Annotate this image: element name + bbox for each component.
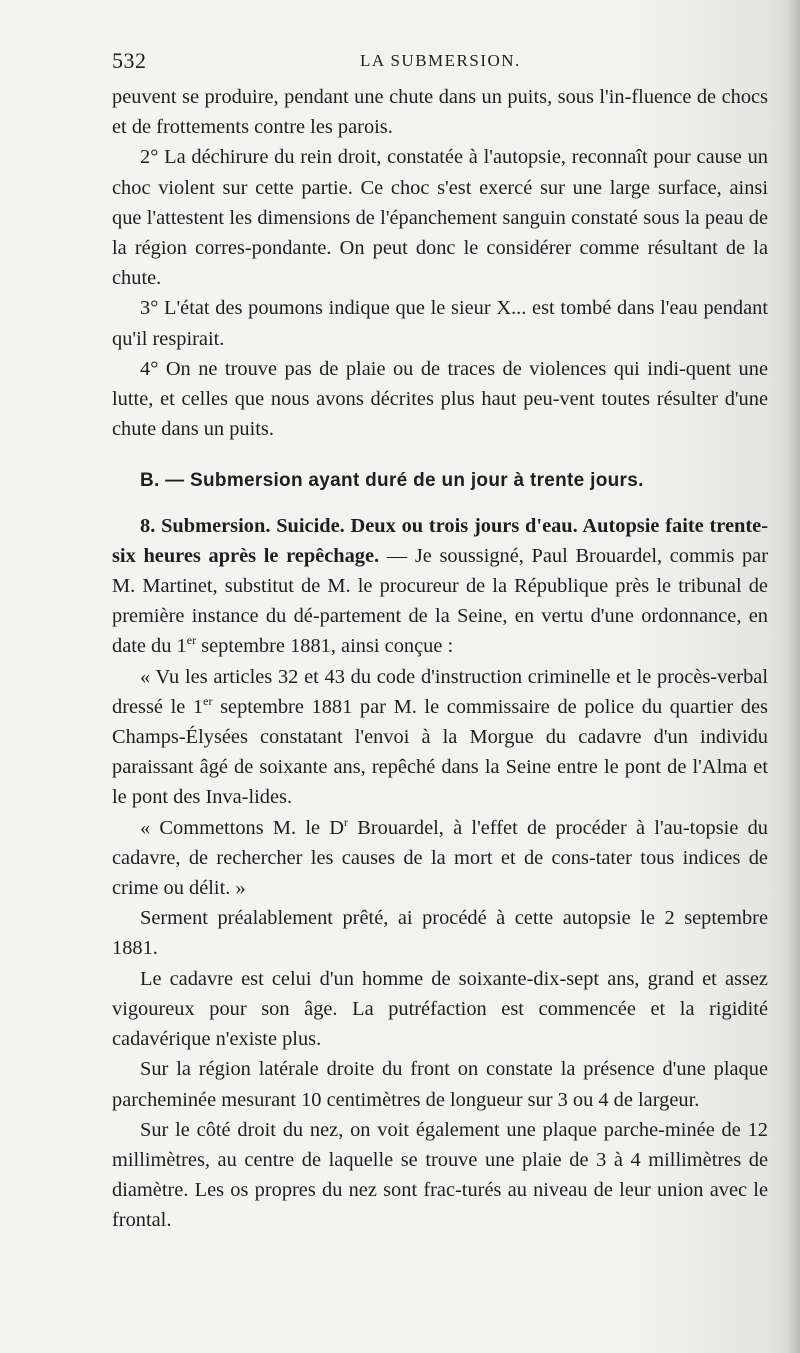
section-heading: B. — Submersion ayant duré de un jour à trente jours. bbox=[140, 470, 644, 492]
superscript: r bbox=[344, 814, 349, 829]
case-intro bbox=[112, 511, 768, 662]
quote-paragraph bbox=[112, 813, 768, 904]
paragraph: 4° On ne trouve pas de plaie ou de traces de violences qui indi-quent une lutte, et celles que nous avons décrites plus haut peu-vent toutes résulter d'une chute dans un puits. bbox=[112, 357, 768, 441]
page-edge-shadow bbox=[786, 0, 800, 1353]
paragraph: Sur la région latérale droite du front on constate la présence d'une plaque parcheminée mesurant 10 centimètres de longueur sur 3 ou 4 de largeur. bbox=[112, 1058, 768, 1111]
case-intro-text: — Je soussigné, Paul Brouardel, commis par M. Martinet, substitut de M. le procureur de la République près le tribunal de première instance du dé-partement de la Seine, en vertu d'une ordonnance, en date du 1 bbox=[112, 544, 768, 658]
case-number: 8. bbox=[140, 514, 156, 537]
superscript: er bbox=[186, 633, 197, 648]
quote-text: septembre 1881 par M. le commissaire de police du quartier des Champs-Élysées constatant l'envoi à la Morgue du cadavre d'un individu paraissant âgé de soixante ans, repêché dans la Seine entre le pont de l'Alma et le pont des Inva-lides. bbox=[112, 695, 768, 809]
quote-text: « Commettons M. le D bbox=[140, 816, 345, 839]
paragraph: 2° La déchirure du rein droit, constatée à l'autopsie, reconnaît pour cause un choc violent sur cette partie. Ce choc s'est exercé sur une large surface, ainsi que l'attestent les dimensions de l'épanchement sanguin constaté sous la peau de la région corres-pondante. On peut donc le considérer comme résultant de la chute. bbox=[112, 146, 768, 290]
case-intro-text: septembre 1881, ainsi conçue : bbox=[196, 635, 454, 658]
paragraph: Sur le côté droit du nez, on voit également une plaque parche-minée de 12 millimètres, au centre de laquelle se trouve une plaie de 3 à 4 millimètres de diamètre. Les os propres du nez sont frac-turés au niveau de leur union avec le frontal. bbox=[112, 1118, 768, 1232]
paragraph: Le cadavre est celui d'un homme de soixante-dix-sept ans, grand et assez vigoureux pour son âge. La putréfaction est commencée et la rigidité cadavérique n'existe plus. bbox=[112, 967, 768, 1051]
case-title: Submersion. Suicide. Deux ou trois jours d'eau. Autopsie faite trente-six heures après le repêchage. bbox=[112, 514, 768, 567]
paragraph: peuvent se produire, pendant une chute dans un puits, sous l'in-fluence de chocs et de frottements contre les parois. bbox=[112, 86, 768, 139]
body-text bbox=[112, 82, 768, 1236]
superscript: er bbox=[203, 694, 213, 709]
running-title: LA SUBMERSION. bbox=[360, 51, 521, 70]
paragraph: 3° L'état des poumons indique que le sieur X... est tombé dans l'eau pendant qu'il respirait. bbox=[112, 297, 768, 350]
page-header bbox=[112, 48, 752, 78]
paragraph: Serment préalablement prêté, ai procédé à cette autopsie le 2 septembre 1881. bbox=[112, 907, 768, 960]
page-number: 532 bbox=[112, 48, 147, 73]
quote-text: Brouardel, à l'effet de procéder à l'au-topsie du cadavre, de rechercher les causes de la mort et de cons-tater tous indices de crime ou délit. » bbox=[112, 816, 768, 900]
quote-paragraph bbox=[112, 662, 768, 813]
quote-text: « Vu les articles 32 et 43 du code d'instruction criminelle et le procès-verbal dressé le 1 bbox=[112, 665, 768, 718]
